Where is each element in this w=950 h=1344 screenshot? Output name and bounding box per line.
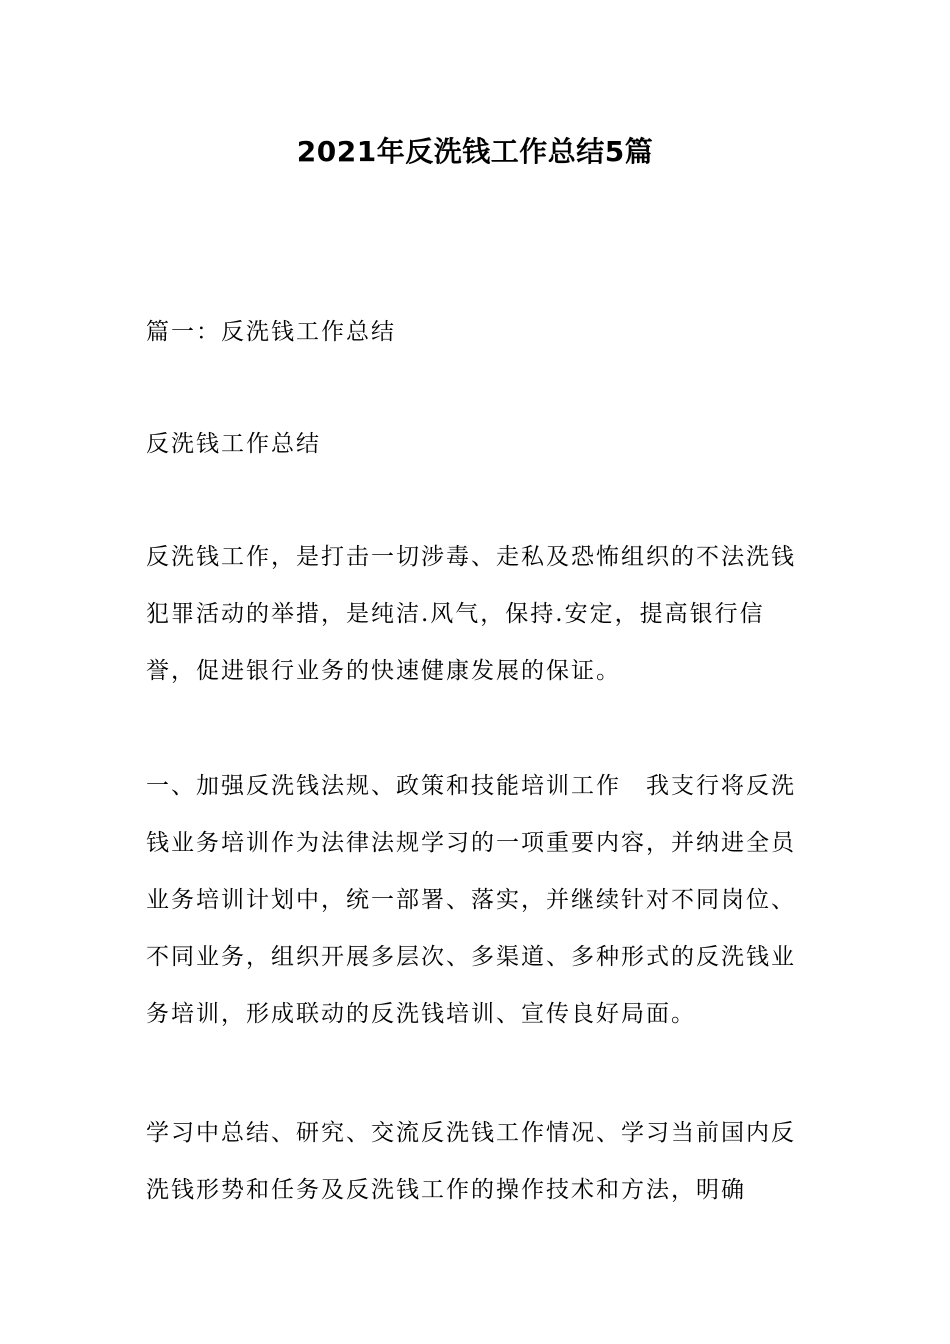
paragraph: 学习中总结、研究、交流反洗钱工作情况、学习当前国内反洗钱形势和任务及反洗钱工作的操作技术和方法，明确 (146, 1120, 796, 1203)
paragraph: 反洗钱工作，是打击一切涉毒、走私及恐怖组织的不法洗钱犯罪活动的举措，是纯洁.风气，保持.安定，提高银行信誉，促进银行业务的快速健康发展的保证。 (146, 544, 796, 684)
paragraph: 一、加强反洗钱法规、政策和技能培训工作 我支行将反洗钱业务培训作为法律法规学习的一项重要内容，并纳进全员业务培训计划中，统一部署、落实，并继续针对不同岗位、不同业务，组织开展多层次、多渠道、多种形式的反洗钱业务培训，形成联动的反洗钱培训、宣传良好局面。 (146, 773, 796, 1027)
document-title: 2021年反洗钱工作总结5篇 (296, 135, 654, 168)
subheading: 反洗钱工作总结 (146, 431, 321, 457)
section-heading: 篇一：反洗钱工作总结 (146, 319, 396, 345)
